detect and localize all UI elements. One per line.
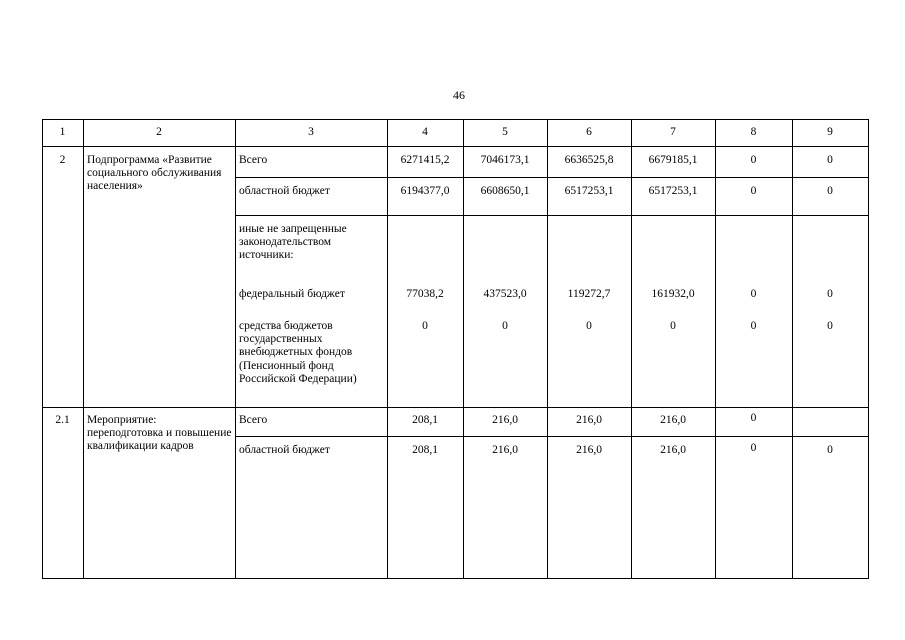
column-divider [868,119,869,579]
value-cell: 6636525,8 [564,154,614,166]
header-bottom-border [42,146,869,147]
other-sources-label: иные не запрещенные законодательством источники: [239,223,347,262]
value-cell: 208,1 [412,414,438,426]
funding-source-label: областной бюджет [239,185,330,197]
page-number: 46 [453,88,465,102]
value-cell: 6517253,1 [648,185,698,197]
column-divider [235,119,236,579]
value-cell: 0 [670,320,676,332]
value-cell: 216,0 [576,444,602,456]
value-cell: 161932,0 [651,288,695,300]
funding-source-label: областной бюджет [239,444,330,456]
value-cell: 77038,2 [406,288,444,300]
value-cell: 0 [502,320,508,332]
value-cell: 208,1 [412,444,438,456]
value-cell: 0 [827,154,833,166]
value-cell: 0 [750,154,757,166]
value-cell: 216,0 [660,414,686,426]
value-cell: 0 [827,320,833,332]
row-number: 2 [59,154,66,166]
funding-source-label: федеральный бюджет [239,288,345,300]
column-divider [42,119,43,579]
value-cell: 6679185,1 [648,154,698,166]
value-cell: 0 [422,320,428,332]
subprogram-name: Подпрограмма «Развитие социального обслуживания населения» [87,154,222,193]
value-cell: 0 [750,185,757,197]
value-cell: 6271415,2 [400,154,450,166]
value-cell: 6517253,1 [564,185,614,197]
value-cell: 216,0 [492,444,518,456]
value-cell: 0 [750,288,757,300]
header-cell: 2 [156,126,162,138]
budget-table [42,119,869,579]
value-cell: 6194377,0 [400,185,450,197]
header-cell: 7 [670,126,676,138]
value-cell: 0 [827,444,833,456]
value-cell: 0 [750,320,757,332]
value-cell: 0 [827,288,833,300]
table-bottom-border [42,578,869,579]
table-top-border [42,119,869,120]
funding-source-label: средства бюджетов государственных внебюджетных фондов (Пенсионный фонд Российской Федерации) [239,320,357,385]
row-number: 2.1 [55,414,70,426]
activity-name: Мероприятие: переподготовка и повышение квалификации кадров [87,414,232,453]
value-cell: 216,0 [660,444,686,456]
header-cell: 1 [59,126,66,138]
header-cell: 6 [586,126,592,138]
row-divider [235,177,869,178]
block-divider [42,407,869,408]
value-cell: 0 [827,185,833,197]
value-cell: 7046173,1 [480,154,530,166]
row-divider [235,436,869,437]
value-cell: 216,0 [492,414,518,426]
value-cell: 216,0 [576,414,602,426]
value-cell: 0 [750,412,757,424]
header-cell: 3 [308,126,314,138]
funding-source-label: Всего [239,154,268,166]
header-cell: 9 [827,126,833,138]
row-divider [235,215,869,216]
value-cell: 119272,7 [567,288,611,300]
value-cell: 0 [750,442,757,454]
header-cell: 5 [502,126,508,138]
value-cell: 437523,0 [483,288,527,300]
column-divider [83,119,84,579]
value-cell: 6608650,1 [480,185,530,197]
value-cell: 0 [586,320,592,332]
header-cell: 4 [422,126,428,138]
header-cell: 8 [750,126,757,138]
funding-source-label: Всего [239,414,268,426]
